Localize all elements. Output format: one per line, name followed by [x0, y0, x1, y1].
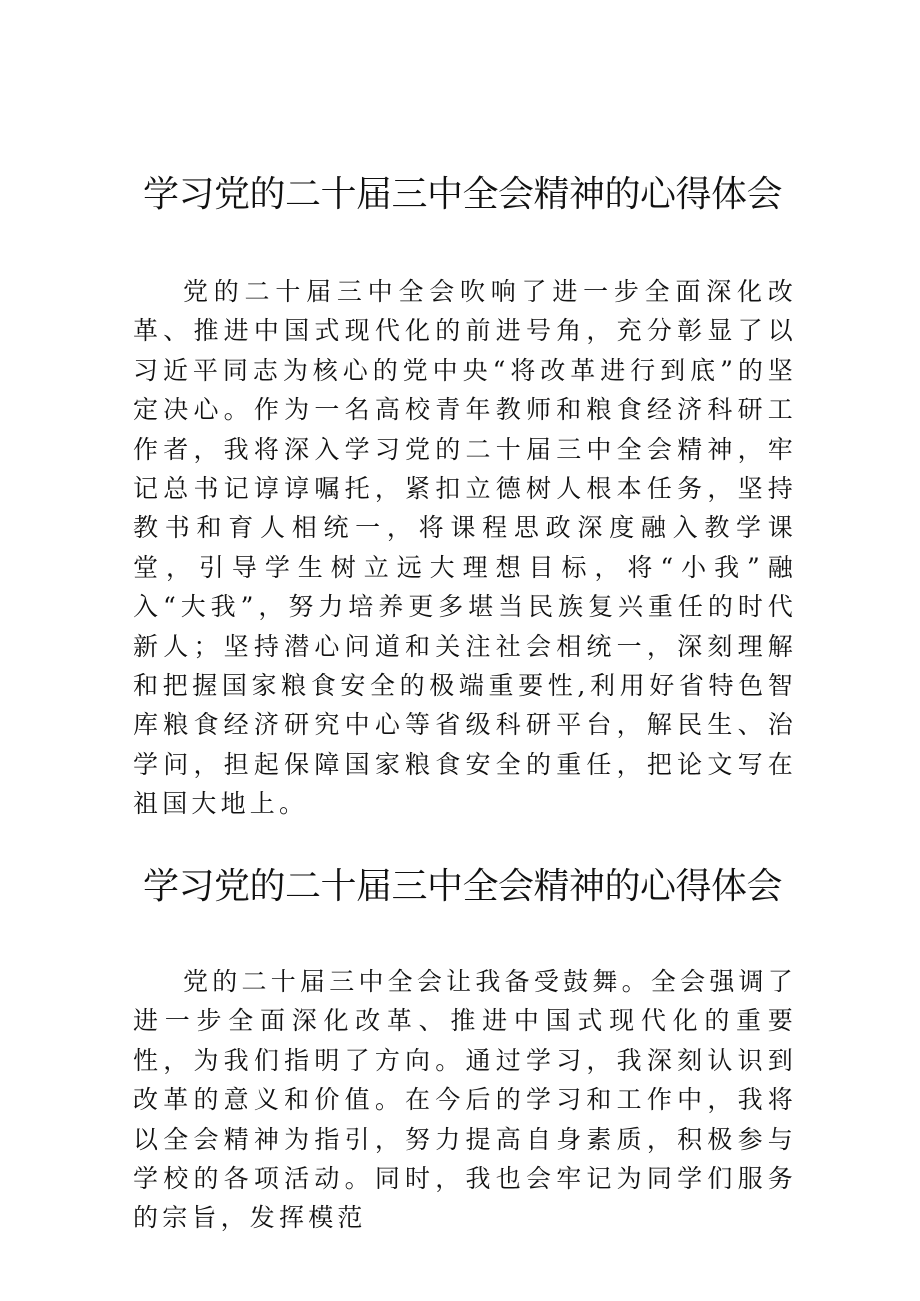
- section-title: 学习党的二十届三中全会精神的心得体会: [143, 866, 783, 907]
- section-title: 学习党的二十届三中全会精神的心得体会: [143, 174, 783, 215]
- section-paragraph: 党的二十届三中全会吹响了进一步全面深化改革、推进中国式现代化的前进号角，充分彰显了以习近平同志为核心的党中央“将改革进行到底”的坚定决心。作为一名高校青年教师和粮食经济科研工作者，我将深入学习党的二十届三中全会精神，牢记总书记谆谆嘱托，紧扣立德树人根本任务，坚持教书和育人相统一，将课程思政深度融入教学课堂，引导学生树立远大理想目标，将“小我”融入“大我”，努力培养更多堪当民族复兴重任的时代新人；坚持潜心问道和关注社会相统一，深刻理解和把握国家粮食安全的极端重要性,利用好省特色智库粮食经济研究中心等省级科研平台，解民生、治学问，担起保障国家粮食安全的重任，把论文写在祖国大地上。: [133, 277, 797, 819]
- section-paragraph: 党的二十届三中全会让我备受鼓舞。全会强调了进一步全面深化改革、推进中国式现代化的重要性，为我们指明了方向。通过学习，我深刻认识到改革的意义和价值。在今后的学习和工作中，我将以全会精神为指引，努力提高自身素质，积极参与学校的各项活动。同时，我也会牢记为同学们服务的宗旨，发挥模范: [133, 967, 797, 1233]
